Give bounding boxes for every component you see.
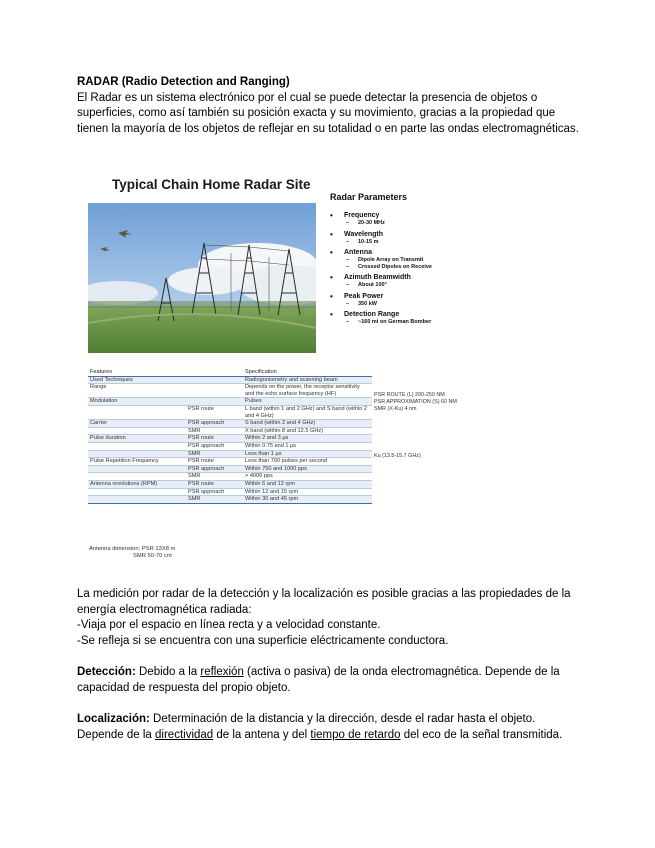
param-detection-range: • Detection Range [330,310,440,319]
table-cell: S band (within 2 and 4 GHz) [243,420,372,428]
param-azimuth-value: – About 100° [330,282,440,289]
table-cell: Pulse duration [88,435,186,443]
table-row [88,480,372,488]
paragraph-localization [77,712,582,743]
table-cell: SMR [186,473,243,481]
table-row [88,398,372,406]
table-cell: SMR [186,496,243,504]
intro-heading: RADAR (Radio Detection and Ranging) [77,76,290,88]
table-cell: X band (within 8 and 12.5 GHz) [243,427,372,435]
param-frequency: • Frequency [330,211,440,220]
table-cell: Within 0.75 and 1 µs [243,442,372,450]
detection-text-2: (activa o pasiva) de la onda electromagnética. Depende de la capacidad de respuesta del propio objeto. [77,666,560,694]
table-cell: L band (within 1 and 2 GHz) and S band (within 2 and 4 GHz) [243,405,372,419]
table-header-row [88,369,372,376]
table-row [88,465,372,473]
detection-text-1: Debido a la [135,666,201,678]
detection-label: Detección: [77,666,136,678]
table-cell: PSR approach [186,488,243,496]
table-cell: Within 750 and 1000 pps [243,465,372,473]
list-item-reflection: -Se refleja si se encuentra con una superficie eléctricamente conductora. [77,635,449,647]
table-cell: Radiogoniometry and scanning beam [243,376,372,384]
reflexion-link[interactable]: reflexión [200,666,244,678]
table-cell [88,450,186,458]
table-cell: Modulation [88,398,186,406]
table-cell: SMR [186,427,243,435]
table-cell: Depends on the power, the receptor sensitivity and the echo surface frequency (HF) [243,384,372,398]
table-row [88,458,372,466]
table-row [88,450,372,458]
table-header-cell [186,369,243,376]
param-azimuth-beamwidth: • Azimuth Beamwidth [330,273,440,282]
table-cell: Within 12 and 15 rpm [243,488,372,496]
paragraph-detection [77,665,577,696]
antenna-dimension-smr: SMR 50-70 cm [133,553,172,559]
table-cell: PSR route [186,480,243,488]
table-cell [186,384,243,398]
table-cell: Range [88,384,186,398]
range-note-psr-approx: PSR APPROXIMATION (S) 60 NM [374,399,457,405]
table-cell: Within 30 and 45 rpm [243,496,372,504]
table-cell: SMR [186,450,243,458]
radar-parameters [330,193,440,326]
table-header-cell: Features [88,369,186,376]
directividad-link[interactable]: directividad [155,728,214,741]
param-peak-power: • Peak Power [330,292,440,301]
table-cell [88,465,186,473]
table-cell: > 4000 pps [243,473,372,481]
table-row [88,420,372,428]
table-cell [88,496,186,504]
radar-towers-image [88,203,316,353]
param-wavelength-value: – 10-15 m [330,239,440,246]
table-row [88,376,372,384]
table-cell: Pulse Repetition Frequency [88,458,186,466]
localization-label: Localización: [77,713,150,725]
table-cell [88,488,186,496]
table-row [88,384,372,398]
table-cell: Within 6 and 12 rpm [243,480,372,488]
radar-parameters-title: Radar Parameters [330,192,408,202]
table-cell [186,398,243,406]
table-cell: PSR approach [186,442,243,450]
param-antenna-receive: – Crossed Dipoles on Receive [330,264,440,271]
range-note-psr-route: PSR ROUTE (L) 200-250 NM [374,392,445,398]
table-cell: Within 2 and 3 µs [243,435,372,443]
table-cell: Pulses [243,398,372,406]
param-peak-power-value: – 350 kW [330,301,440,308]
param-antenna-transmit: – Dipole Array on Transmit [330,257,440,264]
table-cell [88,442,186,450]
table-cell: Antenna revolutions (RPM) [88,480,186,488]
table-cell: PSR approach [186,420,243,428]
param-detection-range-value: – ~160 mi on German Bomber [330,319,440,326]
table-cell: PSR route [186,458,243,466]
table-cell: Carrier [88,420,186,428]
table-row [88,496,372,504]
table-row [88,427,372,435]
table-cell [88,473,186,481]
table-row [88,488,372,496]
tiempo-de-retardo-link[interactable]: tiempo de retardo [310,728,401,741]
figure-title: Typical Chain Home Radar Site [112,177,311,192]
table-cell: Less than 1 µs [243,450,372,458]
table-cell: Used Techniques [88,376,186,384]
param-wavelength: • Wavelength [330,230,440,239]
table-header-cell: Specification [243,369,372,376]
intro-text: El Radar es un sistema electrónico por el cual se puede detectar la presencia de objetos o superficies, como así también su posición exacta y su movimiento, gracias a la propiedad que tienen la mayoría de los objetos de reflejar en su totalidad o en parte las ondas electromagnéticas. [77,91,579,135]
localization-text-2: de la antena y del [213,728,311,741]
table-cell [88,427,186,435]
intro-paragraph [77,75,582,137]
list-item-straight-line: -Viaja por el espacio en línea recta y a velocidad constante. [77,619,381,631]
table-cell: PSR route [186,435,243,443]
param-frequency-value: – 20-30 MHz [330,220,440,227]
radar-spec-table [88,369,372,504]
paragraph-properties: La medición por radar de la detección y la localización es posible gracias a las propiedades de la energía electromagnética radiada: [77,588,571,616]
localization-text-1: Determinación de la distancia y la dirección, desde el radar hasta el objeto. Depende de la [77,713,536,741]
table-cell: PSR route [186,405,243,419]
table-cell [186,376,243,384]
carrier-note-ku: Ku (13.5-15.7 GHz) [374,453,421,459]
table-cell: PSR approach [186,465,243,473]
antenna-dimension-note: Antenna dimension: PSR 13X8 m [89,546,176,552]
table-row [88,435,372,443]
localization-text-3: del eco de la señal transmitida. [400,728,563,741]
table-row [88,473,372,481]
table-cell [88,405,186,419]
table-row [88,442,372,450]
table-row [88,405,372,419]
table-cell: Less than 700 pulses per second [243,458,372,466]
range-note-smr: SMR (X-Ku) 4 nm [374,406,417,412]
radar-site-photo [88,203,316,353]
param-antenna: • Antenna [330,248,440,257]
